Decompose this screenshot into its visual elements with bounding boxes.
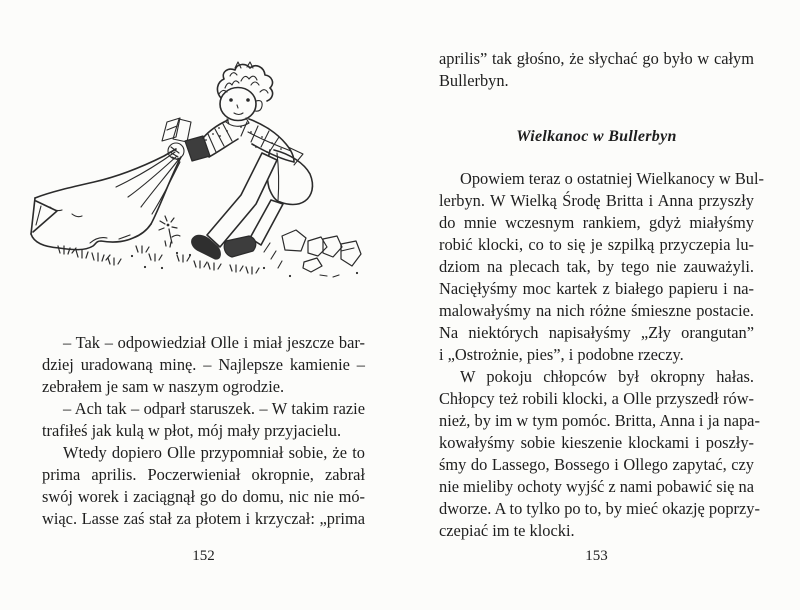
continuation-text [439,48,754,92]
text-line: nież, by im w tym pomóc. Britta, Anna i ja napa- [439,411,760,430]
text-line: dziej uradowaną minę. – Najlepsze kamienie – [42,355,365,374]
text-line: aprilis” tak głośno, że słychać go było w całym [439,49,754,68]
sack [31,149,181,250]
page-number: 153 [585,548,608,564]
text-line: dworze. A to tylko po to, by mieć okazję poprzy- [439,499,760,518]
text-line: Bullerbyn. [439,71,509,90]
right-page [400,0,800,610]
text-line: trafiłeś jak kulą w płot, mój mały przyjacielu. [42,421,342,440]
illustration-boy-dragging-sack [20,55,380,300]
text-line: Wtedy dopiero Olle przypomniał sobie, że to [63,443,365,462]
text-line: dziom na plecach tak, by tego nie zauważyli. [439,257,754,276]
boy [168,62,312,259]
text-line: czepiać im te klocki. [439,521,575,540]
text-line: – Tak – odpowiedział Olle i miał jeszcze bar- [63,333,365,352]
paragraph [42,332,365,398]
text-line: malowałyśmy na nich różne śmieszne postacie. [439,301,754,320]
paragraph [42,442,365,530]
chapter-heading: Wielkanoc w Bullerbyn [516,128,677,145]
text-line: Nacięłyśmy moc kartek z białego papieru i na- [439,279,754,298]
text-line: kowałyśmy sobie kieszenie klockami i poszły- [439,433,754,452]
text-line: i „Ostrożnie, pies”, i podobne rzeczy. [439,345,684,364]
text-line: Na niektórych napisałyśmy „Zły orangutan” [439,323,754,342]
rock-pile [264,230,361,277]
text-line: zebrałem je sam w naszym ogrodzie. [42,377,285,396]
right-page-text [439,168,765,542]
text-line: – Ach tak – odparł staruszek. – W takim razie [63,399,365,418]
text-line: lerbyn. W Wielką Środę Britta i Anna przyszły [439,191,754,210]
text-line: śmy do Lassego, Bossego i Ollego zapytać, czy [439,455,754,474]
paragraph [439,366,760,542]
text-line: Opowiem teraz o ostatniej Wielkanocy w Bul- [460,169,765,188]
text-line: Chłopcy też robili klocki, a Olle przyszedł rów- [439,389,754,408]
left-page-text [42,332,365,530]
text-line: do mnie wczesnym rankiem, gdyż miałyśmy [439,213,754,232]
text-line: nie mieliby ochoty wyjść z nami pobawić się na [439,477,754,496]
text-line: prima aprilis. Poczerwieniał okropnie, zabrał [42,465,365,484]
text-line: wiąc. Lasse zaś stał za płotem i krzyczał: „prima [42,509,365,528]
text-line: robić klocki, co to się je szpilką przyczepia lu- [439,235,754,254]
sack-flaps [162,118,191,142]
text-line: W pokoju chłopców był okropny hałas. [460,367,754,386]
paragraph [42,398,365,442]
flower [159,216,180,243]
paragraph [439,168,765,366]
page-number: 152 [192,548,215,564]
text-line: swój worek i zaciągnął go do domu, nic nie mó- [42,487,365,506]
